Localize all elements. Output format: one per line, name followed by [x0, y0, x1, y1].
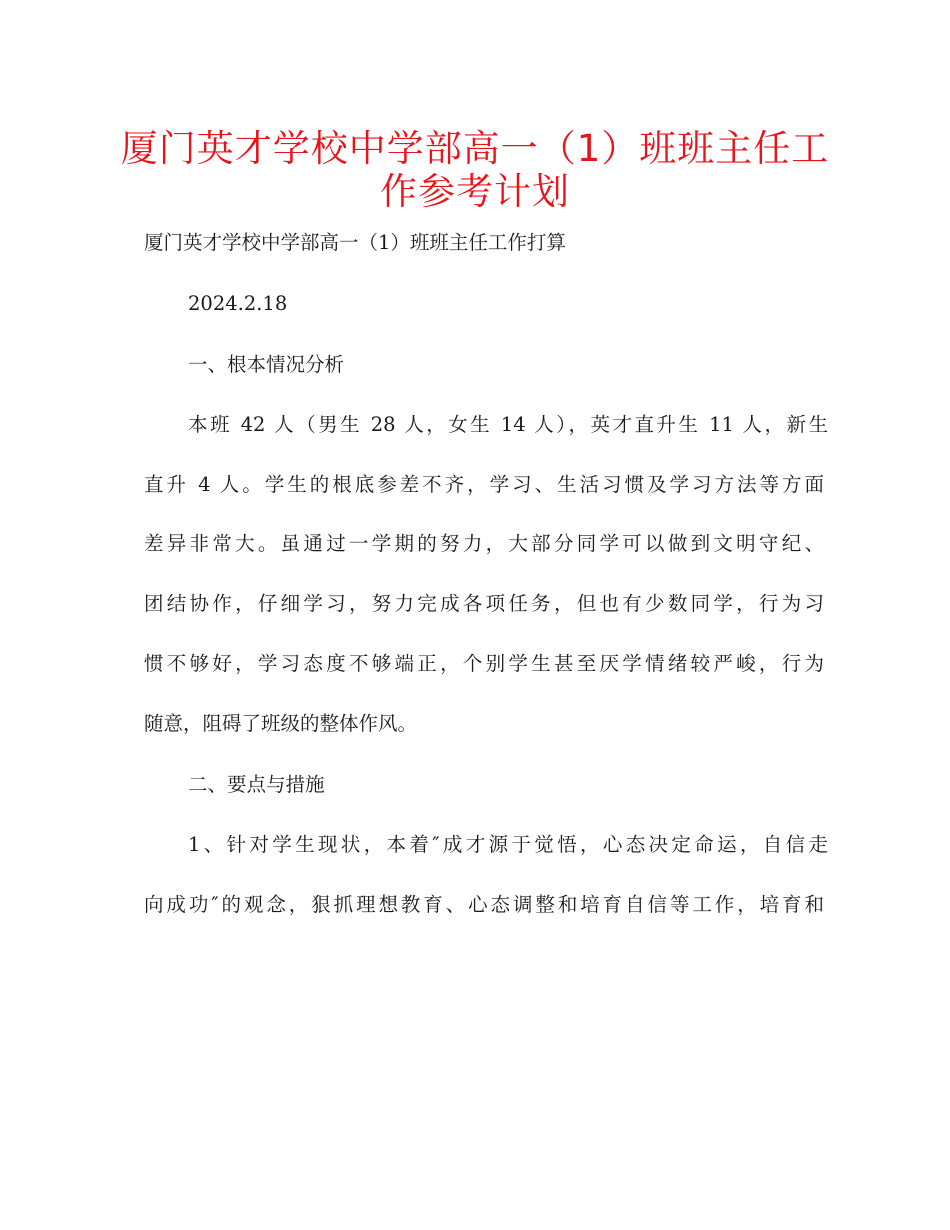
paragraph-2-line-2: 向成功″的观念，狠抓理想教育、心态调整和培育自信等工作，培育和 [144, 893, 824, 916]
document-date: 2024.2.18 [188, 292, 288, 315]
document-title-line-1: 厦门英才学校中学部高一（1）班班主任工 [120, 127, 830, 170]
paragraph-1-line-6: 随意，阻碍了班级的整体作风。 [144, 712, 418, 735]
paragraph-1-line-3: 差异非常大。虽通过一学期的努力，大部分同学可以做到文明守纪、 [144, 532, 824, 555]
paragraph-2-line-1: 1、针对学生现状，本着″成才源于觉悟，心态决定命运，自信走 [188, 833, 828, 856]
section-heading-2: 二、要点与措施 [188, 773, 325, 796]
paragraph-1-line-1: 本班 42 人（男生 28 人，女生 14 人），英才直升生 11 人，新生 [188, 413, 828, 436]
section-heading-1: 一、根本情况分析 [188, 353, 345, 376]
document-subtitle: 厦门英才学校中学部高一（1）班班主任工作打算 [144, 231, 566, 254]
paragraph-1-line-2: 直升 4 人。学生的根底参差不齐，学习、生活习惯及学习方法等方面 [144, 473, 824, 496]
document-title-line-2: 作参考计划 [380, 170, 570, 213]
paragraph-1-line-5: 惯不够好，学习态度不够端正，个别学生甚至厌学情绪较严峻，行为 [144, 652, 824, 675]
paragraph-1-line-4: 团结协作，仔细学习，努力完成各项任务，但也有少数同学，行为习 [144, 592, 824, 615]
